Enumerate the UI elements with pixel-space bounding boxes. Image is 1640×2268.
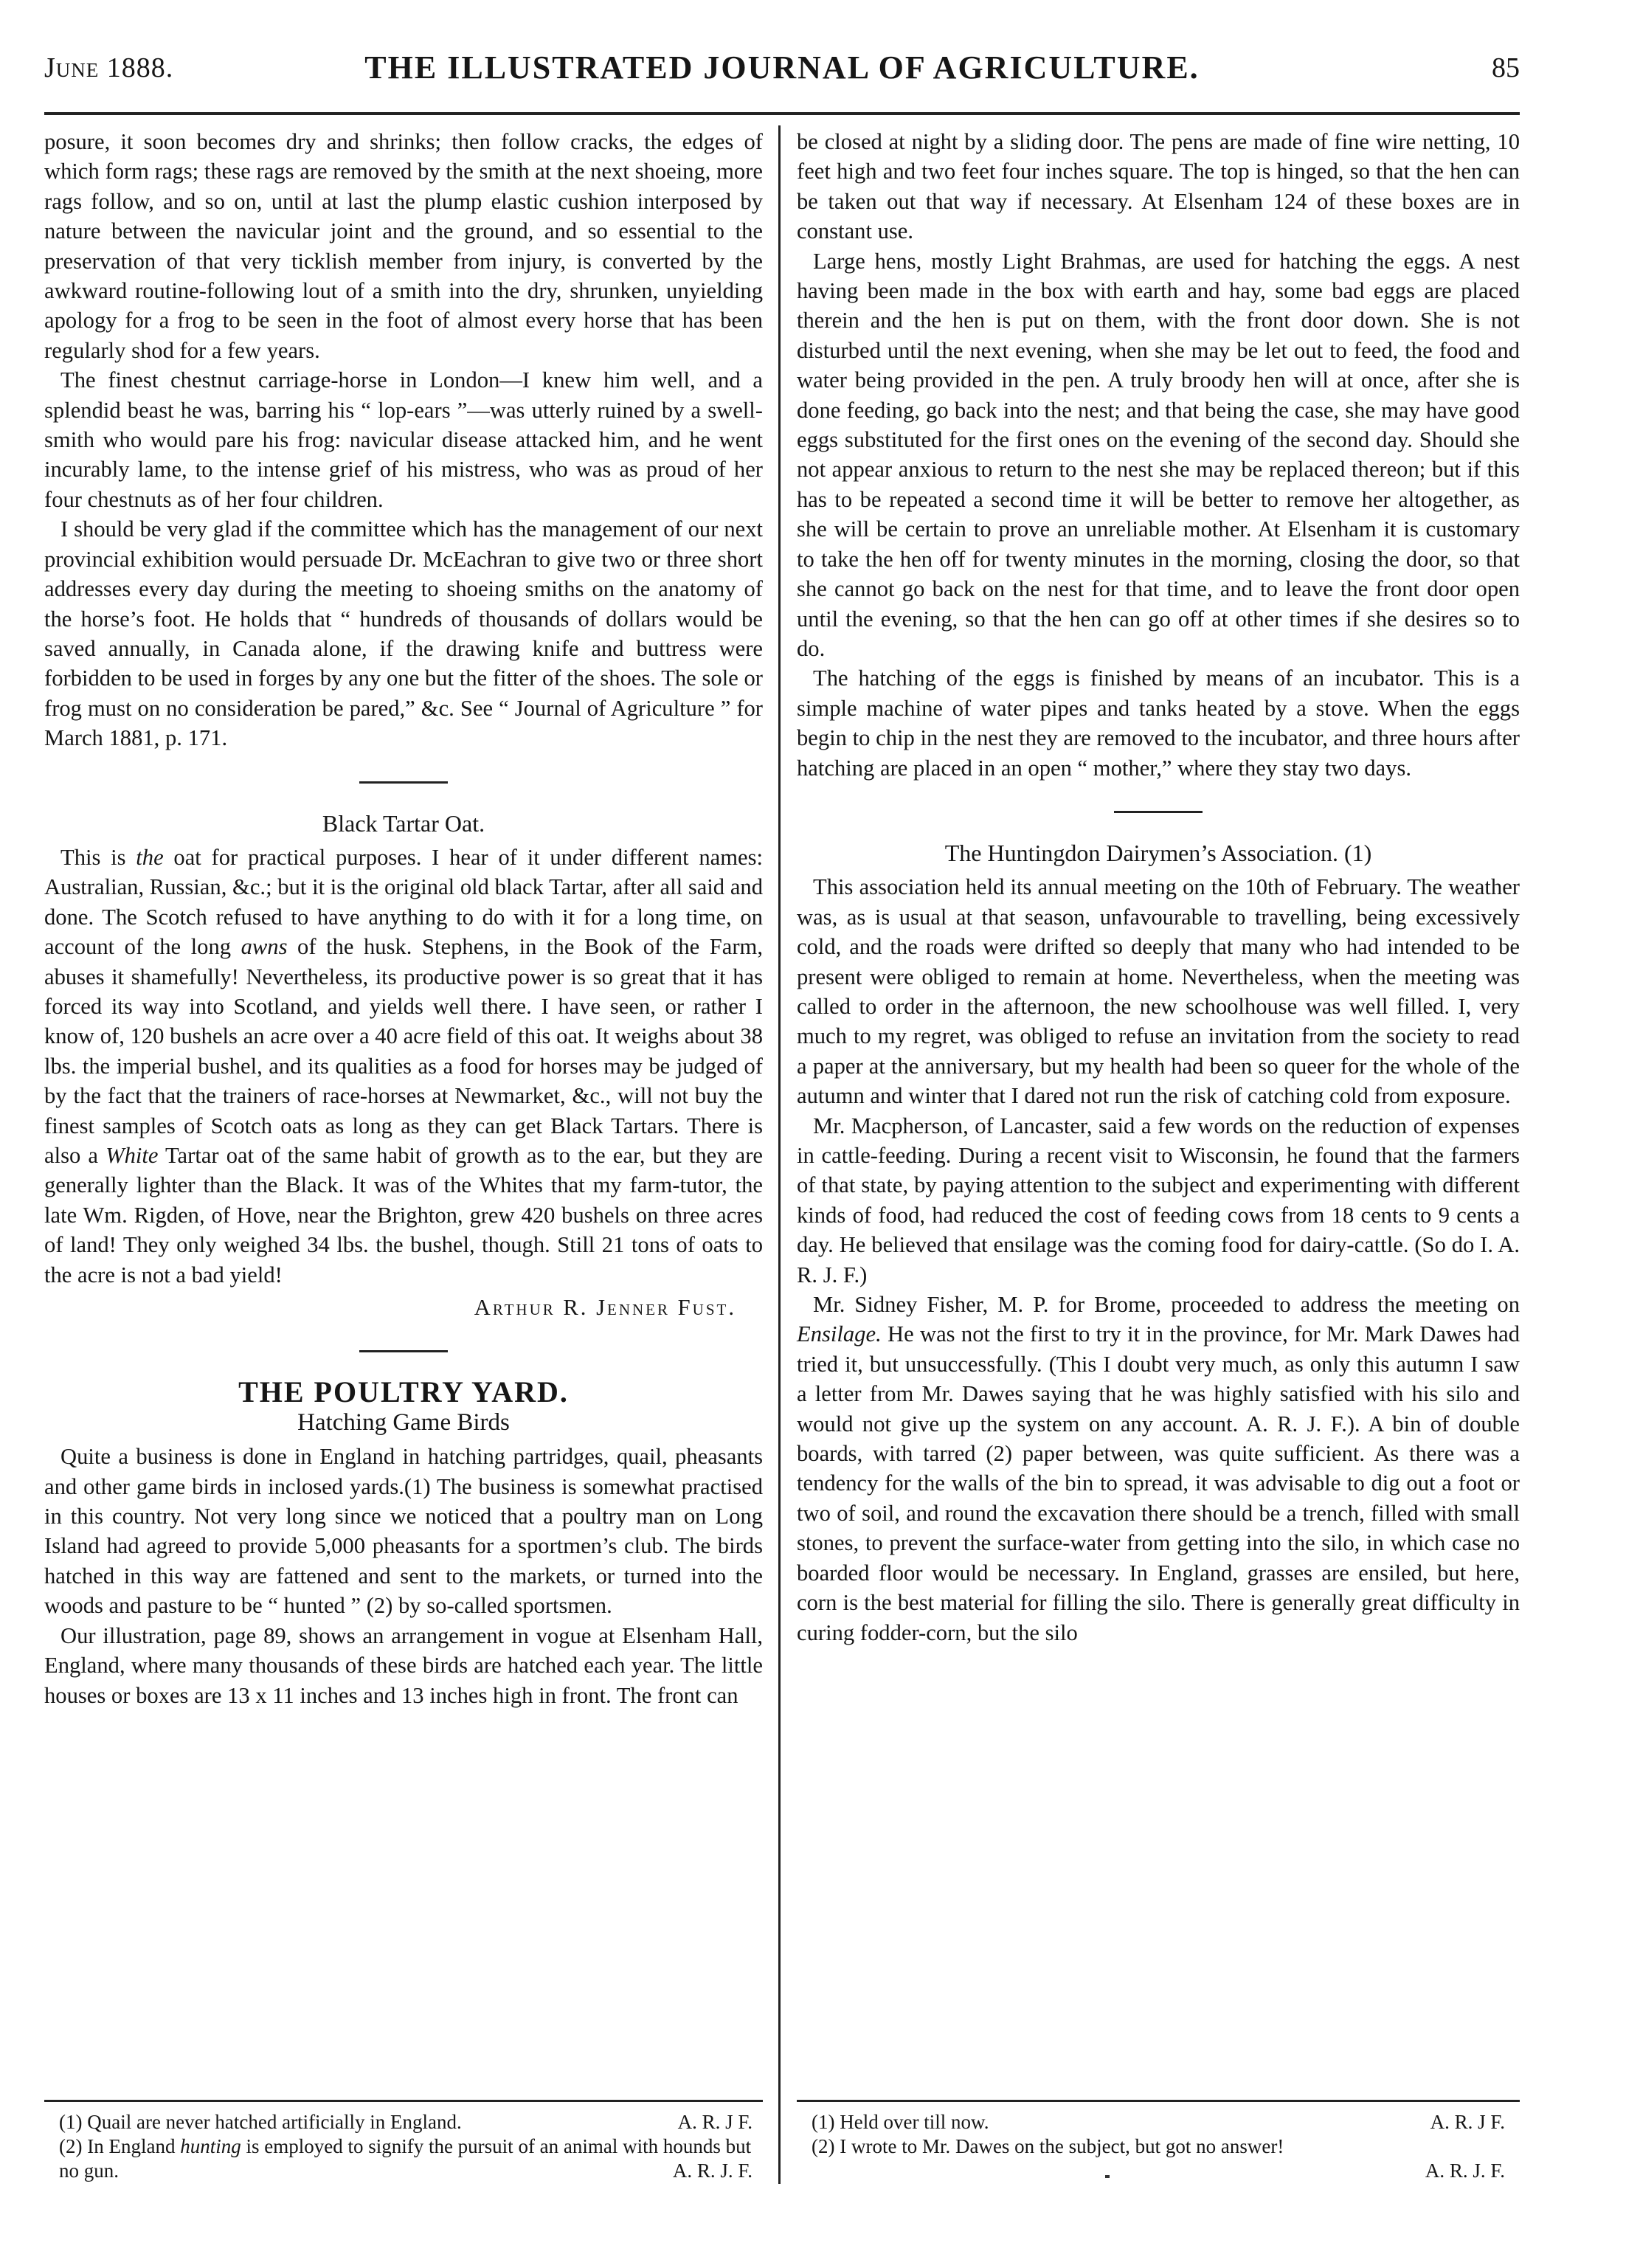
article-paragraph: posure, it soon becomes dry and shrinks; then follow cracks, the edges of which form rags; these rags are removed by the smith at the next shoeing, more rags follow, and so on, until at last the plump elastic cushion interposed by nature between the navicular joint and the ground, and so essential to the preservation of that very ticklish member from injury, is converted by the awkward routine-following lout of a smith into the dry, shrunken, unyielding apology for a frog to be seen in the foot of almost every horse that has been regularly shod for a few years. [44,129,763,363]
italic-text: Ensilage. [797,1321,882,1347]
page-number: 85 [1492,52,1520,83]
footnote-text: (2) In England [59,2135,181,2157]
text-run: oat for practical purposes. I hear of it under different names: Australian, Russian, &c.; but it is the original old black Tartar, after all said and done. The Scotch refused to have anything to do with it for a long time, on account of the long [44,844,763,960]
print-mark [1105,2175,1110,2178]
footnote-signature: A. R. J F. [677,2111,752,2133]
article-paragraph: Large hens, mostly Light Brahmas, are used for hatching the eggs. A nest having been made in the box with earth and hay, some bad eggs are placed therein and the hen is put on them, with the front door down. She is not disturbed until the next evening, when she may be let out to feed, the food and water being provided in the pen. A truly broody hen will at once, after she is done feeding, go back into the nest; and that being the case, she may have good eggs substituted for the first ones on the evening of the second day. Should she not appear anxious to return to the nest she may be replaced thereon; but if this has to be repeated a second time it will be better to remove her altogether, as she will be certain to prove an unreliable mother. At Elsenham it is customary to take the hen off for twenty minutes in the morning, closing the door, so that she cannot go back on the nest for that time, and to leave the front door open until the evening, so that the hen can go off at other times if she desires so to do. [797,248,1520,661]
footnote-text: (1) Quail are never hatched artificially in England. [59,2111,462,2133]
section-divider [359,1350,448,1352]
article-paragraph [44,843,763,1290]
right-column [797,127,1520,1648]
section-title-black-tartar-oat: Black Tartar Oat. [322,809,485,837]
article-paragraph: Our illustration, page 89, shows an arrangement in vogue at Elsenham Hall, England, where many thousands of these birds are hatched each year. The little houses or boxes are 13 x 11 inches and 13 inches high in front. The front can [44,1622,763,1708]
article-paragraph [797,1290,1520,1648]
issue-date: June 1888. [44,52,174,83]
header-rule [44,112,1520,115]
footnote-text: is employed to signify the pursuit of an animal with hounds but no gun. [59,2135,752,2182]
footnote [59,2134,752,2183]
footnote-signature: A. R. J. F. [1425,2160,1505,2182]
italic-text: the [136,844,164,870]
footnote-text: (1) Held over till now. [812,2111,989,2133]
section-divider [359,781,448,784]
text-run: This is [60,844,136,870]
footnote-rule [797,2100,1520,2102]
footnote [59,2110,752,2134]
article-paragraph: Quite a business is done in England in hatching partridges, quail, pheasants and other game birds in inclosed yards.(1) The business is somewhat practised in this country. Not very long since we noticed that a poultry man on Long Island had agreed to provide 5,000 pheasants for a sportmen’s club. The birds hatched in this way are fattened and sent to the markets, or turned into the woods and pasture to be “ hunted ” (2) by so-called sportsmen. [44,1444,763,1619]
article-paragraph: The hatching of the eggs is finished by means of an incubator. This is a simple machine of water pipes and tanks heated by a stove. When the eggs begin to chip in the nest they are removed to the incubator, and three hours after hatching are placed in an open “ mother,” where they stay two days. [797,665,1520,781]
italic-text: awns [241,934,288,960]
italic-text: White [105,1143,159,1168]
footnote [812,2110,1505,2134]
column-divider [778,125,781,2184]
footnotes-left [59,2110,752,2183]
text-run: He was not the first to try it in the province, for Mr. Mark Dawes had tried it, but unsuccessfully. (This I doubt very much, as only this autumn I saw a letter from Mr. Dawes saying that he was highly satisfied with his silo and would not give up the system on any account. A. R. J. F.). A bin of double boards, with tarred (2) paper between, was quite sufficient. As there was a tendency for the walls of the bin to spread, it was advisable to dig out a foot or two of soil, and round the excavation there should be a trench, filled with small stones, to prevent the surface-water from getting into the silo, in which case no boarded floor would be necessary. In England, grasses are ensiled, but here, corn is the best material for filling the silo. There is generally great difficulty in curing fodder-corn, but the silo [797,1321,1520,1645]
journal-title: THE ILLUSTRATED JOURNAL OF AGRICULTURE. [364,49,1200,86]
page-header [44,49,1520,96]
author-signature: Arthur R. Jenner Fust. [474,1295,736,1321]
left-column [44,127,763,1710]
article-paragraph: Mr. Macpherson, of Lancaster, said a few words on the reduction of expenses in cattle-feeding. During a recent visit to Wisconsin, he found that the farmers of that state, by paying attention to the subject and experimenting with different kinds of food, had reduced the cost of feeding cows from 18 cents to 9 cents a day. He believed that ensilage was the coming food for dairy-cattle. (So do I. A. R. J. F.) [797,1113,1520,1287]
article-paragraph: This association held its annual meeting on the 10th of February. The weather was, as is usual at that season, unfavourable to travelling, being excessively cold, and the roads were drifted so deeply that many who had intended to be present were obliged to remain at home. Nevertheless, when the meeting was called to order in the afternoon, the new schoolhouse was well filled. I, very much to my regret, was obliged to refuse an invitation from the society to read a paper at the anniversary, but my health had been so queer for the whole of the autumn and winter that I dared not run the risk of catching cold from exposure. [797,874,1520,1109]
italic-text: hunting [180,2135,241,2157]
article-paragraph: I should be very glad if the committee which has the management of our next provincial exhibition would persuade Dr. McEachran to give two or three short addresses every day during the meeting to shoeing smiths on the anatomy of the horse’s foot. He holds that “ hundreds of thousands of dollars would be saved annually, in Canada alone, if the drawing knife and buttress were forbidden to be used in forges by any one but the fitter of the shoes. The sole or frog must on no consideration be pared,” &c. See “ Journal of Agriculture ” for March 1881, p. 171. [44,516,763,751]
text-run: Mr. Sidney Fisher, M. P. for Brome, proceeded to address the meeting on [813,1292,1520,1318]
section-subtitle-hatching-game-birds: Hatching Game Birds [297,1408,510,1436]
footnote-rule [44,2100,763,2102]
footnote-signature: A. R. J F. [1430,2111,1505,2133]
text-run: of the husk. Stephens, in the Book of the Farm, abuses it shamefully! Nevertheless, its productive power is so great that it has forced its way into Scotland, and yields well there. I have seen, or rather I know of, 120 bushels an acre over a 40 acre field of this oat. It weighs about 38 lbs. the imperial bushel, and its qualities as a food for horses may be judged of by the fact that the trainers of race-horses at Newmarket, &c., will not buy the finest samples of Scotch oats as long as they can get Black Tartars. There is also a [44,934,763,1168]
footnote-signature: A. R. J. F. [672,2160,752,2182]
section-title-huntingdon-dairymen: The Huntingdon Dairymen’s Association. (1) [944,839,1372,866]
section-divider [1114,811,1203,813]
section-title-poultry-yard: THE POULTRY YARD. [238,1375,569,1409]
footnote [812,2134,1505,2183]
article-paragraph: be closed at night by a sliding door. The pens are made of fine wire netting, 10 feet high and two feet four inches square. The top is hinged, so that the hen can be taken out that way if necessary. At Elsenham 124 of these boxes are in constant use. [797,129,1520,244]
article-paragraph: The finest chestnut carriage-horse in London—I knew him well, and a splendid beast he was, barring his “ lop-ears ”—was utterly ruined by a swell-smith who would pare his frog: navicular disease attacked him, and he went incurably lame, to the intense grief of his mistress, who was as proud of her four chestnuts as of her four children. [44,367,763,512]
footnote-text: (2) I wrote to Mr. Dawes on the subject, but got no answer! [812,2135,1284,2157]
text-run: Tartar oat of the same habit of growth as to the ear, but they are generally lighter than the Black. It was of the Whites that my farm-tutor, the late Wm. Rigden, of Hove, near the Brighton, grew 420 bushels on three acres of land! They only weighed 34 lbs. the bushel, though. Still 21 tons of oats to the acre is not a bad yield! [44,1143,763,1287]
footnotes-right [812,2110,1505,2183]
